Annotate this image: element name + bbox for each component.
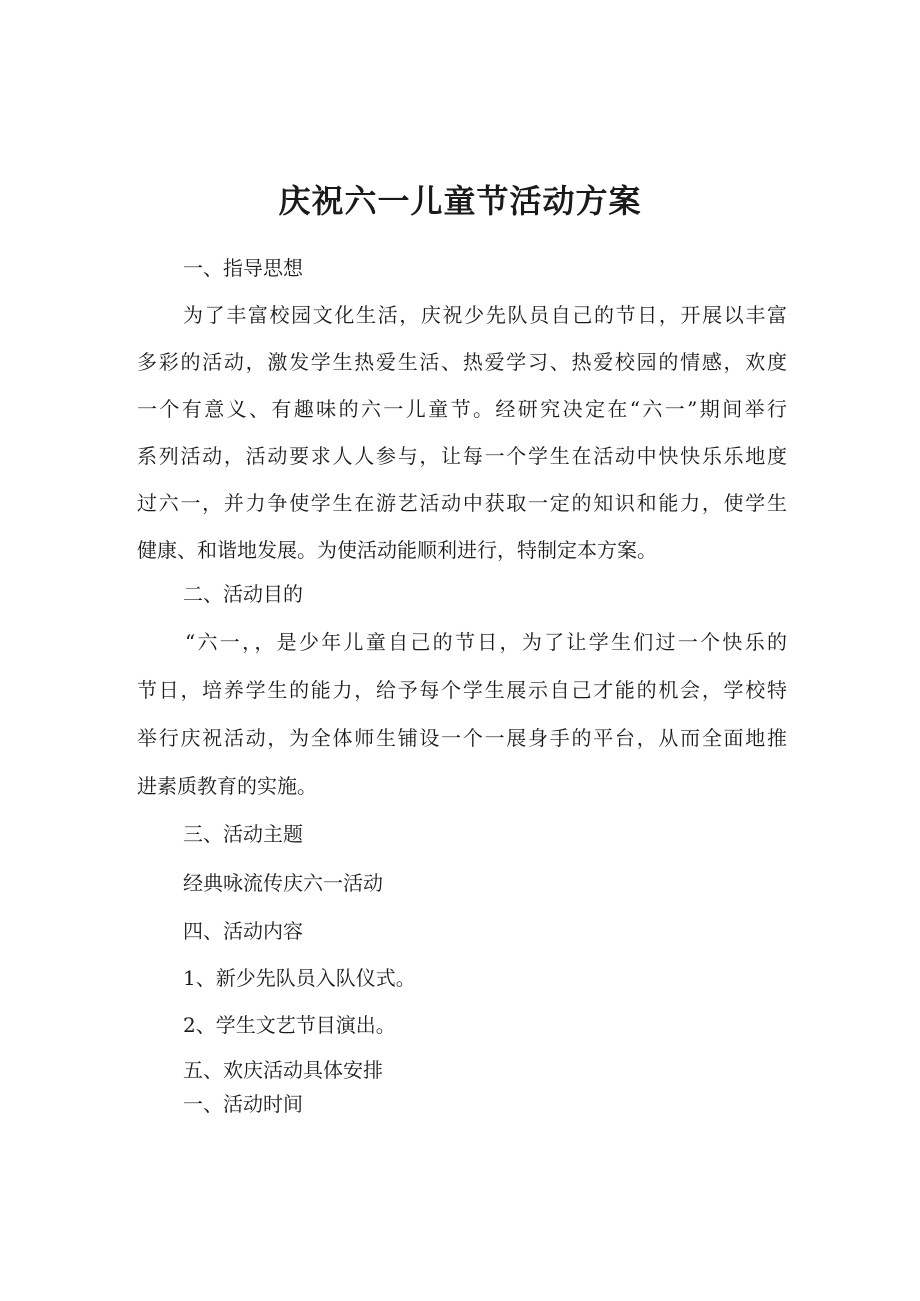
paragraph-line: 过六一，并力争使学生在游艺活动中获取一定的知识和能力，使学生 [137,491,787,515]
paragraph-line: 节日，培养学生的能力，给予每个学生展示自己才能的机会，学校特 [137,678,787,702]
subsection-heading-time: 一、活动时间 [183,1092,303,1116]
list-item: 1、新少先队员入队仪式。 [183,966,416,990]
section-heading-schedule: 五、欢庆活动具体安排 [183,1058,383,1082]
section-heading-content: 四、活动内容 [183,919,303,943]
paragraph-line: “六一，，是少年儿童自己的节日，为了让学生们过一个快乐的 [185,630,787,654]
theme-text: 经典咏流传庆六一活动 [183,871,383,895]
list-item: 2、学生文艺节目演出。 [183,1013,396,1037]
paragraph-line: 多彩的活动，激发学生热爱生活、热爱学习、热爱校园的情感，欢度 [137,350,787,374]
document-title: 庆祝六一儿童节活动方案 [278,182,642,220]
section-heading-guiding-thought: 一、指导思想 [183,256,303,280]
paragraph-line: 举行庆祝活动，为全体师生铺设一个一展身手的平台，从而全面地推 [137,726,787,750]
section-heading-theme: 三、活动主题 [183,822,303,846]
section-heading-purpose: 二、活动目的 [183,582,303,606]
paragraph-line: 健康、和谐地发展。为使活动能顺利进行，特制定本方案。 [137,538,657,562]
paragraph-line: 系列活动，活动要求人人参与，让每一个学生在活动中快快乐乐地度 [137,444,787,468]
paragraph-line: 进素质教育的实施。 [137,774,317,798]
paragraph-line: 为了丰富校园文化生活，庆祝少先队员自己的节日，开展以丰富 [183,303,787,327]
paragraph-line: 一个有意义、有趣味的六一儿童节。经研究决定在“六一”期间举行 [137,397,787,421]
